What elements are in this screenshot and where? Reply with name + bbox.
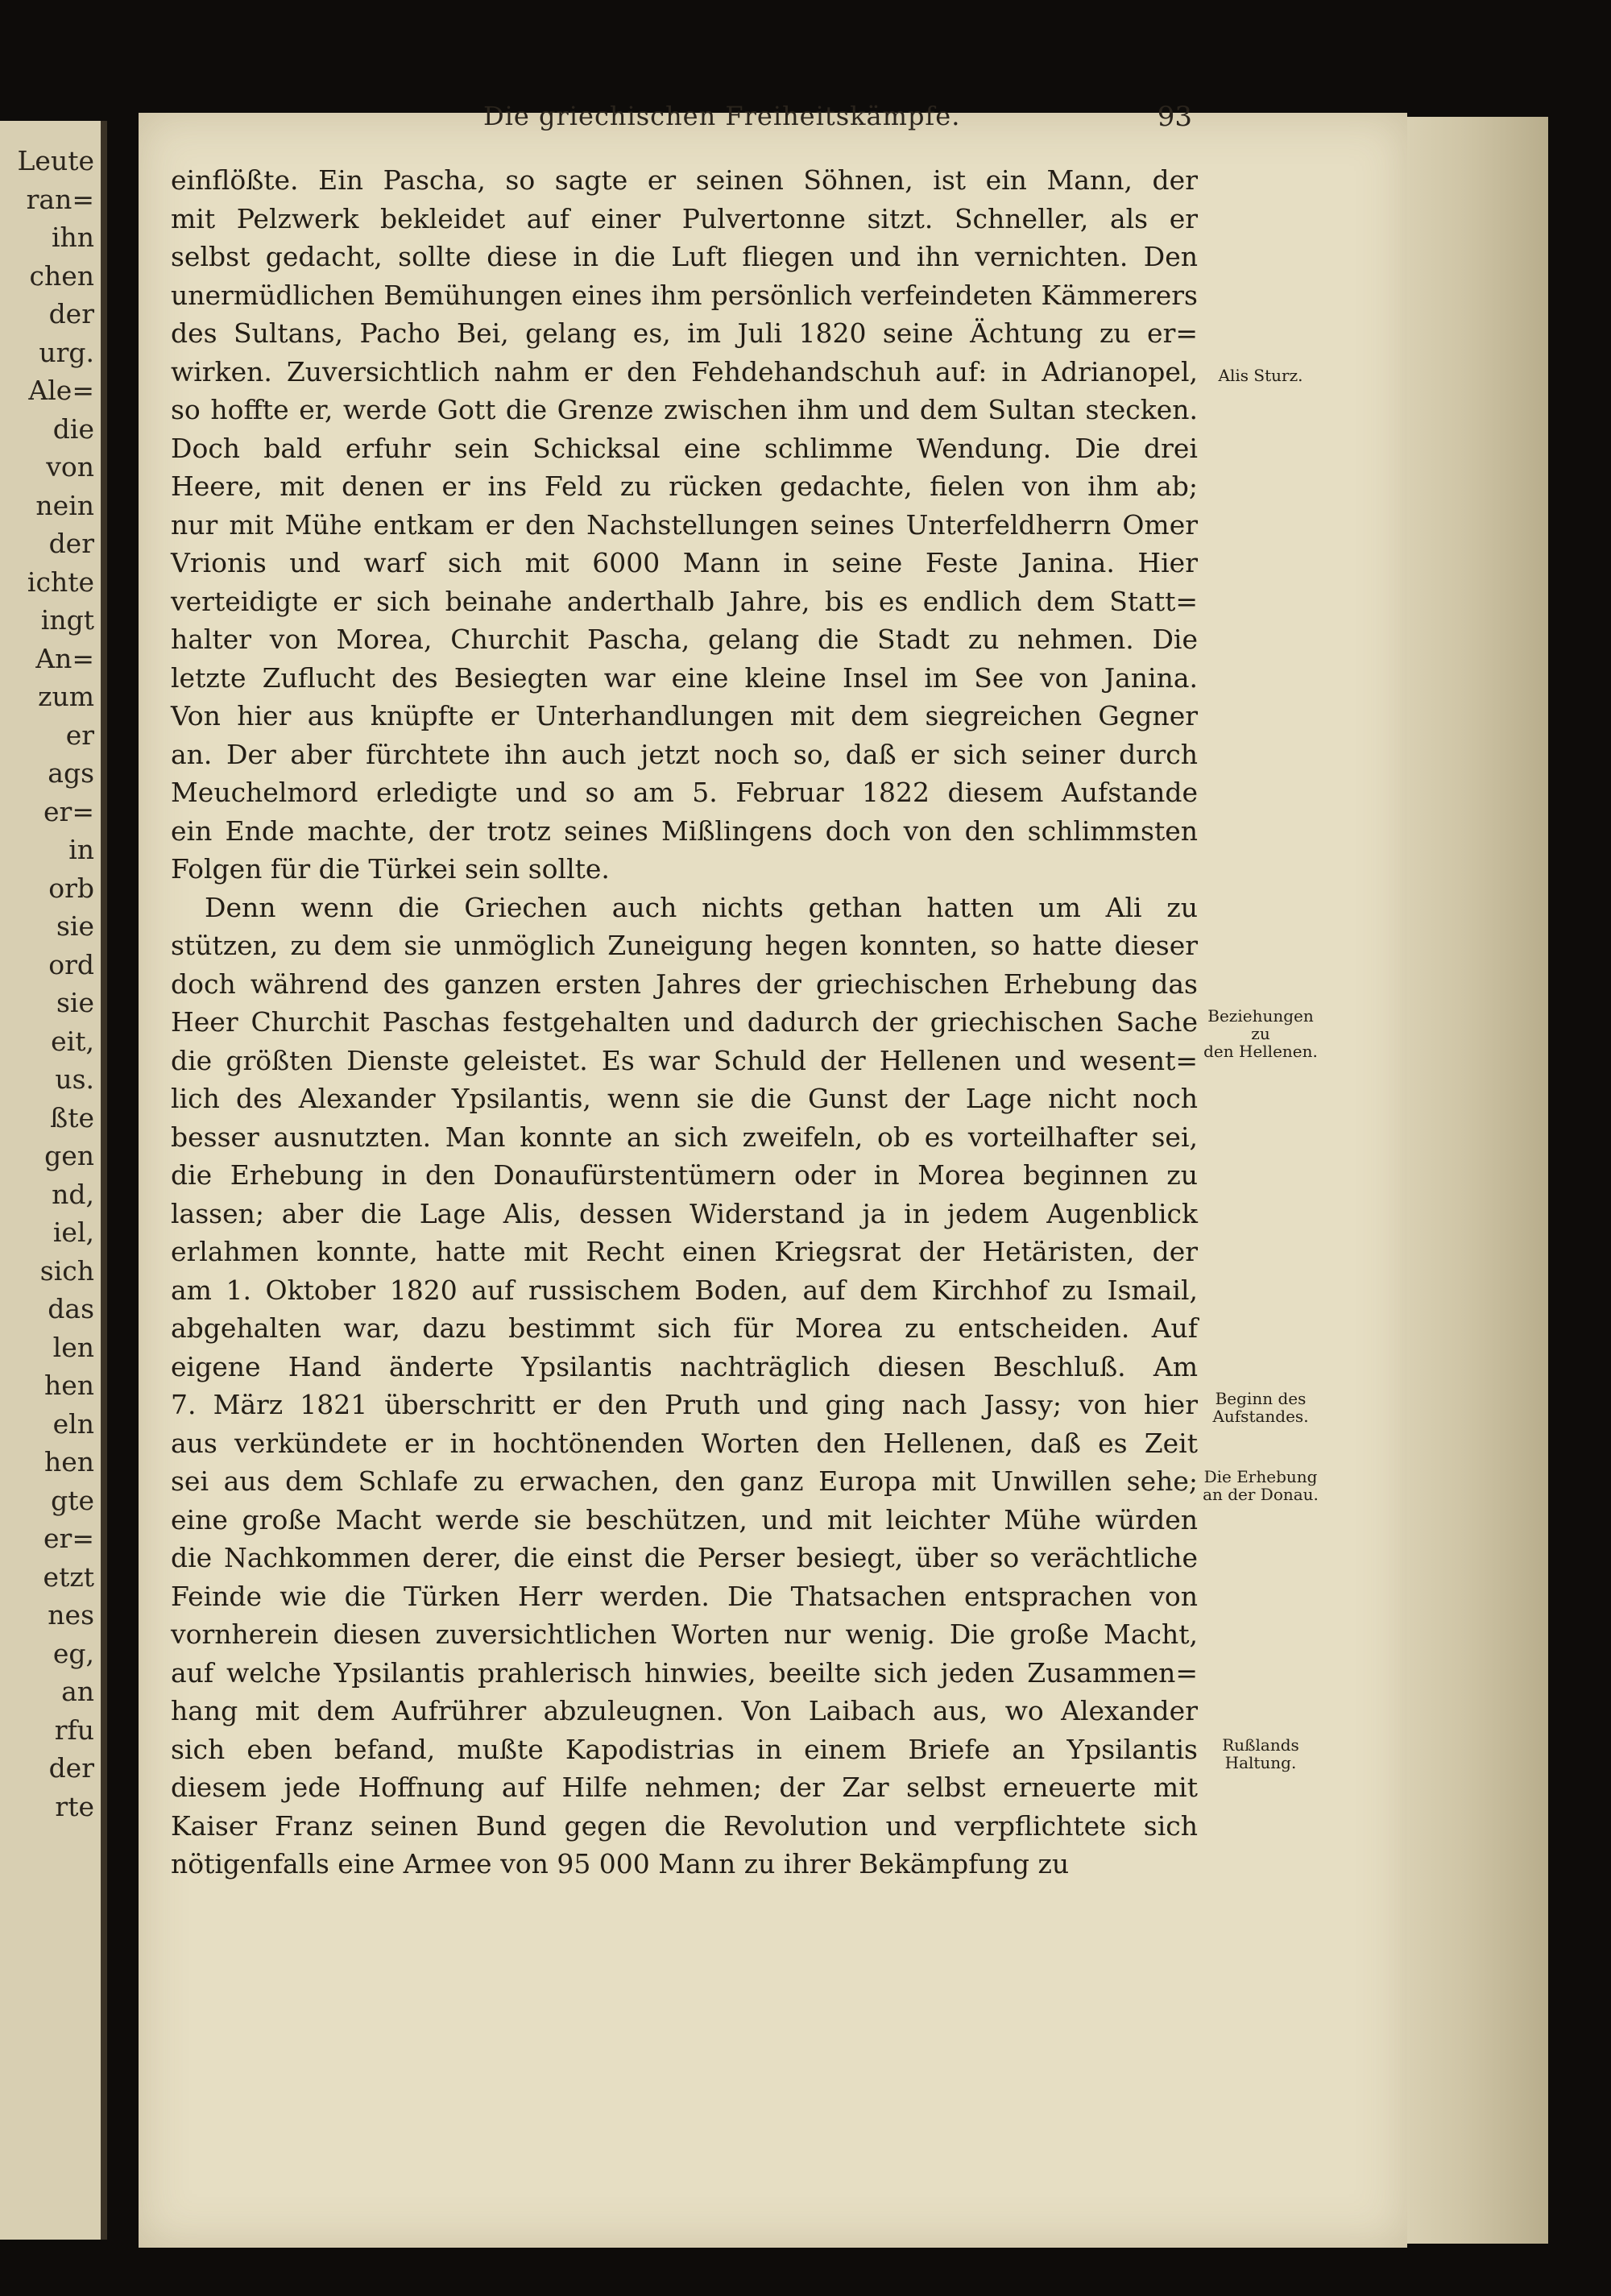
text-line: Feinde wie die Türken Herr werden. Die Thatsachen entsprachen von [171,1580,1198,1612]
facing-page-fragment-line: An= [35,642,94,674]
text-line: ein Ende machte, der trotz seines Mißlingens doch von den schlimmsten [171,814,1198,847]
facing-page-fragment-line: ags [48,757,94,789]
facing-page-fragment-line: eln [52,1407,94,1440]
text-line: so hoffte er, werde Gott die Grenze zwischen ihm und dem Sultan stecken. [171,394,1198,425]
facing-page-fragment-line: sie [56,987,94,1018]
margin-note-russland: Rußlands Haltung. [1222,1735,1299,1772]
facing-page-fragment-line: rte [55,1790,94,1822]
text-line: wirken. Zuversichtlich nahm er den Fehdehandschuh auf: in Adrianopel, [171,355,1198,388]
text-line: 7. März 1821 überschritt er den Pruth und ging nach Jassy; von hier [171,1389,1198,1420]
facing-page-fragment-line: nein [35,489,94,521]
facing-page-fragment-line: an [61,1676,94,1707]
page-header [161,101,1192,141]
text-line: einflößte. Ein Pascha, so sagte er seinen Söhnen, ist ein Mann, der [171,164,1198,196]
facing-page-fragment-line: gte [51,1484,94,1516]
text-line: besser ausnutzten. Man konnte an sich zweifeln, ob es vorteilhafter sei, [171,1121,1198,1153]
margin-note-beginn: Beginn des Aufstandes. [1212,1389,1309,1426]
facing-page-fragment-line: urg. [39,336,94,368]
facing-page-fragment-line: iel, [52,1216,94,1248]
text-line: die größten Dienste geleistet. Es war Schuld der Hellenen und wesent= [171,1044,1198,1076]
text-line: verteidigte er sich beinahe anderthalb Jahre, bis es endlich dem Statt= [171,585,1198,617]
facing-page-fragment-line: der [48,1752,94,1784]
text-line: aus verkündete er in hochtönenden Worten den Hellenen, daß es Zeit [171,1427,1198,1459]
text-line: Denn wenn die Griechen auch nichts gethan hatten um Ali zu [205,891,1198,923]
page-edge [1407,117,1548,2244]
text-line: mit Pelzwerk bekleidet auf einer Pulvertonne sitzt. Schneller, als er [171,202,1198,234]
text-line: nur mit Mühe entkam er den Nachstellungen seines Unterfeldherrn Omer [171,508,1198,541]
text-line: erlahmen konnte, hatte mit Recht einen Kriegsrat der Hetäristen, der [171,1236,1198,1267]
facing-page-fragment-line: ran= [26,183,94,215]
facing-page-fragment-line: Leute [17,145,94,176]
facing-page-fragment-line: eg, [52,1637,94,1669]
text-line: sich eben befand, mußte Kapodistrias in einem Briefe an Ypsilantis [171,1733,1198,1765]
text-line: lassen; aber die Lage Alis, dessen Widerstand ja in jedem Augenblick [171,1197,1198,1229]
page-number: 93 [1157,101,1192,133]
facing-page-fragment-line: in [68,834,94,865]
facing-page-fragment-line: gen [44,1140,94,1171]
text-line: unermüdlichen Bemühungen eines ihm persönlich verfeindeten Kämmerers [171,279,1198,311]
margin-note-erhebung: Die Erhebung an der Donau. [1203,1467,1319,1504]
facing-page-fragment-line: nd, [52,1178,94,1210]
text-line: sei aus dem Schlafe zu erwachen, den ganz Europa mit Unwillen sehe; [171,1465,1198,1497]
text-line: Von hier aus knüpfte er Unterhandlungen mit dem siegreichen Gegner [171,700,1198,731]
text-line: Heere, mit denen er ins Feld zu rücken gedachte, fielen von ihm ab; [171,470,1198,502]
facing-page-fragment-line: hen [43,1446,94,1477]
text-line: an. Der aber fürchtete ihn auch jetzt noch so, daß er sich seiner durch [171,738,1198,770]
facing-page-fragment-line: zum [38,681,94,712]
facing-page-fragment-line: ingt [40,604,94,636]
facing-page-fragment-line: ßte [50,1101,94,1133]
facing-page-fragment-line: Ale= [28,375,94,406]
body-text [171,161,1198,1884]
facing-page-fragment-line: sich [39,1254,94,1287]
text-line: am 1. Oktober 1820 auf russischem Boden, auf dem Kirchhof zu Ismail, [171,1274,1198,1306]
text-line: nötigenfalls eine Armee von 95 000 Mann zu ihrer Bekämpfung zu [171,1848,1070,1879]
text-line: halter von Morea, Churchit Pascha, gelang die Stadt zu nehmen. Die [171,624,1198,655]
text-line: vornherein diesen zuversichtlichen Worten nur wenig. Die große Macht, [171,1618,1198,1650]
facing-page-fragment-line: er= [43,795,94,827]
facing-page-fragment-line: rfu [54,1714,94,1746]
text-line: Doch bald erfuhr sein Schicksal eine schlimme Wendung. Die drei [171,432,1198,464]
running-title: Die griechischen Freiheitskämpfe. [483,101,961,131]
text-line: Meuchelmord erledigte und so am 5. Februar 1822 diesem Aufstande [171,777,1198,808]
facing-page-fragment-line: ihn [51,222,94,253]
facing-page-fragment-line: hen [43,1370,94,1401]
text-line: Folgen für die Türkei sein sollte. [171,853,610,885]
margin-note-beziehungen: Beziehungen zu den Hellenen. [1203,1006,1318,1061]
margin-note-alis-sturz: Alis Sturz. [1218,366,1303,385]
text-line: diesem jede Hoffnung auf Hilfe nehmen; der Zar selbst erneuerte mit [171,1772,1198,1803]
facing-page-fragment-line: ord [48,948,94,980]
facing-page-fragment-line: von [46,451,94,483]
facing-page-fragment-line: etzt [43,1560,94,1593]
text-line: doch während des ganzen ersten Jahres der griechischen Erhebung das [171,968,1198,1000]
text-line: Kaiser Franz seinen Bund gegen die Revolution und verpflichtete sich [171,1809,1198,1842]
facing-page-fragment-line: sie [56,910,94,942]
facing-page-fragment-line: us. [55,1063,94,1095]
text-line: die Nachkommen derer, die einst die Perser besiegt, über so verächtliche [171,1542,1198,1573]
text-line: Heer Churchit Paschas festgehalten und dadurch der griechischen Sache [171,1006,1198,1038]
facing-page-fragment-line: er [65,719,94,751]
facing-page-fragment-line: der [48,528,94,559]
facing-page-fragment-line: orb [48,872,94,904]
facing-page-fragment-line: ichte [27,566,94,598]
facing-page-fragment-line: len [52,1331,94,1363]
text-line: stützen, zu dem sie unmöglich Zuneigung hegen konnten, so hatte dieser [171,930,1198,961]
facing-page-fragment-line: chen [29,259,94,292]
text-line: eine große Macht werde sie beschützen, und mit leichter Mühe würden [171,1503,1198,1536]
text-line: die Erhebung in den Donaufürstentümern oder in Morea beginnen zu [171,1159,1198,1191]
text-line: auf welche Ypsilantis prahlerisch hinwies, beeilte sich jeden Zusammen= [171,1656,1198,1689]
facing-page-fragment-line: er= [43,1523,94,1554]
text-line: abgehalten war, dazu bestimmt sich für Morea zu entscheiden. Auf [171,1312,1198,1344]
facing-page-fragment-line: eit, [51,1025,94,1057]
facing-page-fragment [0,121,107,2240]
facing-page-fragment-line: das [48,1293,94,1324]
facing-page-fragment-line: die [52,412,94,445]
text-line: letzte Zuflucht des Besiegten war eine kleine Insel im See von Janina. [171,661,1198,694]
text-line: selbst gedacht, sollte diese in die Luft fliegen und ihn vernichten. Den [171,241,1198,272]
text-line: eigene Hand änderte Ypsilantis nachträglich diesen Beschluß. Am [171,1350,1198,1382]
facing-page-fragment-line: nes [48,1599,94,1631]
facing-page-fragment-line: der [48,298,94,329]
text-line: lich des Alexander Ypsilantis, wenn sie die Gunst der Lage nicht noch [171,1083,1198,1114]
text-line: hang mit dem Aufrührer abzuleugnen. Von Laibach aus, wo Alexander [171,1695,1198,1726]
text-line: des Sultans, Pacho Bei, gelang es, im Juli 1820 seine Ächtung zu er= [171,317,1198,349]
text-line: Vrionis und warf sich mit 6000 Mann in seine Feste Janina. Hier [171,547,1198,578]
